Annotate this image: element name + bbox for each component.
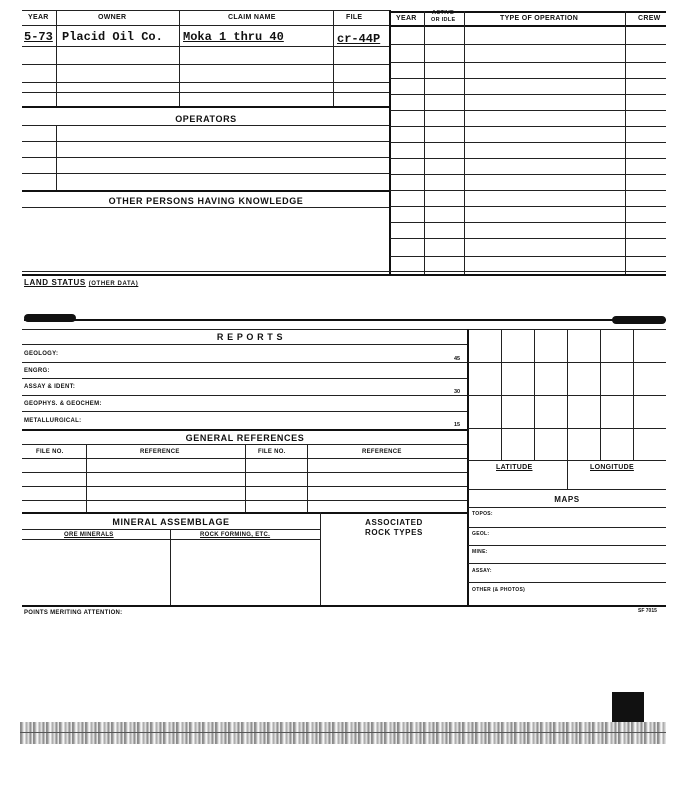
land-status-title — [24, 278, 138, 287]
ore-minerals-label: ORE MINERALS — [64, 532, 114, 538]
header-or-idle: OR IDLE — [431, 17, 456, 23]
header-claim-name: CLAIM NAME — [228, 14, 276, 21]
longitude-label: LONGITUDE — [590, 464, 634, 471]
header-ops-year: YEAR — [396, 15, 417, 22]
report-number-30: 30 — [454, 389, 461, 395]
latitude-label: LATITUDE — [496, 464, 533, 471]
associated-rock-types-line1: ASSOCIATED — [365, 518, 423, 527]
header-file: FILE — [346, 14, 363, 21]
report-row-geophys: GEOPHYS. & GEOCHEM: — [24, 401, 102, 407]
report-row-engrg: ENGRG: — [24, 368, 50, 374]
entry-claim-name: Moka 1 thru 40 — [183, 30, 284, 44]
header-type-of-operation: TYPE OF OPERATION — [500, 15, 579, 22]
land-status-label: LAND STATUS — [24, 278, 86, 287]
maps-row-mine: MINE: — [472, 549, 488, 555]
land-status-subtitle: (OTHER DATA) — [88, 281, 139, 287]
scan-mark-square — [612, 692, 644, 722]
gr-header-reference-1: REFERENCE — [140, 449, 180, 455]
header-crew: CREW — [638, 15, 661, 22]
general-references-title: GENERAL REFERENCES — [185, 433, 305, 443]
report-row-assay: ASSAY & IDENT: — [24, 384, 76, 390]
gr-header-reference-2: REFERENCE — [362, 449, 402, 455]
entry-file: cr-44P — [337, 32, 381, 46]
form-number: SF 7015 — [638, 608, 657, 614]
maps-row-topos: TOPOS: — [472, 511, 493, 517]
scan-noise-band — [20, 722, 666, 744]
maps-row-other: OTHER (& PHOTOS) — [472, 587, 526, 593]
maps-title: MAPS — [554, 495, 580, 504]
header-active: ACTIVE — [432, 10, 454, 16]
report-row-metallurgical: METALLURGICAL: — [24, 418, 82, 424]
operators-title: OPERATORS — [175, 114, 237, 124]
associated-rock-types-line2: ROCK TYPES — [364, 528, 423, 537]
reports-title: R E P O R T S — [216, 332, 284, 342]
report-number-15: 15 — [454, 422, 461, 428]
entry-year: 5-73 — [24, 30, 53, 44]
report-number-45: 45 — [454, 356, 461, 362]
header-owner: OWNER — [98, 14, 127, 21]
points-meriting-attention: POINTS MERITING ATTENTION: — [24, 610, 123, 616]
maps-row-geol: GEOL: — [472, 531, 490, 537]
entry-owner: Placid Oil Co. — [62, 30, 163, 44]
gr-header-file-no-2: FILE NO. — [258, 449, 286, 455]
header-year: YEAR — [28, 14, 49, 21]
gr-header-file-no-1: FILE NO. — [36, 449, 64, 455]
rock-forming-label: ROCK FORMING, ETC. — [200, 532, 271, 538]
report-row-geology: GEOLOGY: — [24, 351, 59, 357]
mineral-assemblage-title: MINERAL ASSEMBLAGE — [112, 517, 230, 527]
maps-row-assay: ASSAY: — [472, 568, 492, 574]
other-persons-title: OTHER PERSONS HAVING KNOWLEDGE — [108, 196, 304, 206]
